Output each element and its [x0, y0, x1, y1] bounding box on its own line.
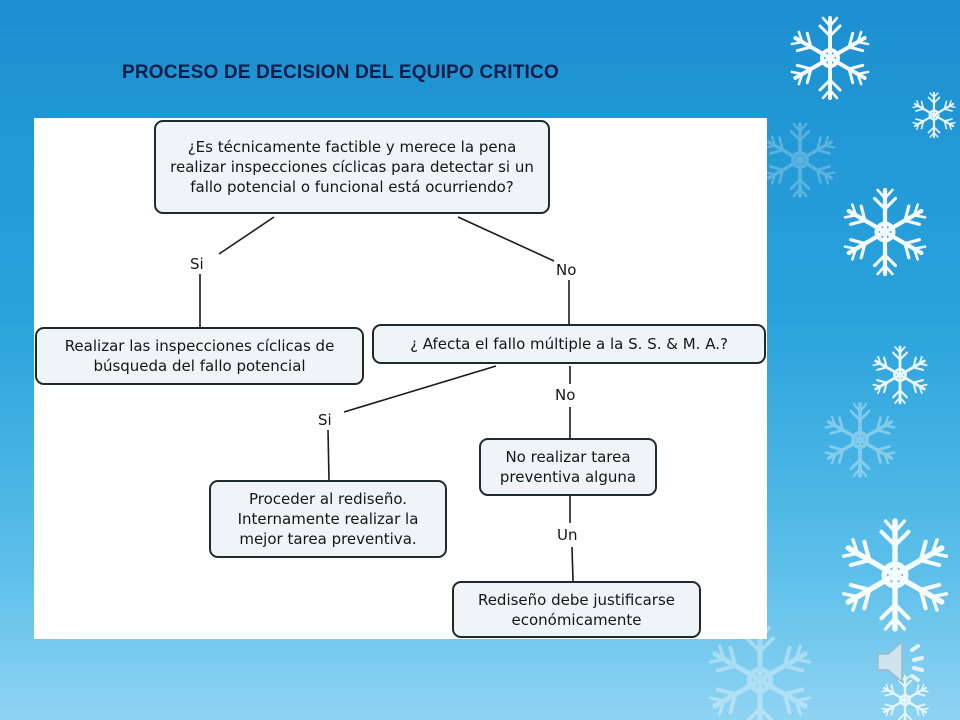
node-a4-text: Rediseño debe justificarse económicamente — [477, 590, 676, 629]
snowflake-icon — [824, 404, 895, 476]
edge-label-q2-no: No — [555, 386, 576, 404]
slide-title: PROCESO DE DECISION DEL EQUIPO CRITICO — [122, 62, 559, 83]
decision-diagram — [34, 118, 767, 639]
edge-label-q1-si: Si — [190, 255, 204, 273]
edge-label-a3-un: Un — [557, 526, 578, 544]
node-a1-text: Realizar las inspecciones cíclicas de búsqueda del fallo potencial — [64, 337, 335, 375]
node-a2-redesign — [209, 480, 447, 558]
snowflake-icon — [764, 124, 835, 196]
node-q1-text: ¿Es técnicamente factible y merece la pena realizar inspecciones cíclicas para detectar si un fallo potencial o funcional está ocurriendo? — [170, 138, 534, 196]
connector-q1-si — [219, 217, 274, 254]
snowflake-icon — [872, 347, 927, 403]
connector-un-a4 — [572, 547, 573, 581]
node-a3-no-preventive — [479, 438, 657, 496]
snowflake-icon — [790, 18, 869, 98]
node-q1-feasible-inspection — [154, 120, 550, 214]
node-a3-text: No realizar tarea preventiva alguna — [499, 448, 637, 486]
connector-q1-no — [458, 217, 554, 261]
connector-si-a2 — [328, 430, 329, 480]
snowflake-icon — [912, 93, 956, 137]
node-a4-justify-redesign — [452, 581, 701, 638]
connector-q2-si — [344, 366, 496, 412]
snowflake-icon — [841, 521, 948, 629]
node-q2-text: ¿ Afecta el fallo múltiple a la S. S. & M. A.? — [410, 335, 728, 353]
node-q2-multiple-failure — [372, 324, 766, 364]
node-a1-cyclic-inspections — [35, 327, 364, 385]
edge-label-q1-no: No — [556, 261, 577, 279]
edge-label-q2-si: Si — [318, 411, 332, 429]
snowflake-icon — [843, 190, 926, 274]
snowflake-icon — [708, 628, 811, 720]
node-a2-text: Proceder al rediseño. Internamente realizar la mejor tarea preventiva. — [237, 490, 419, 548]
speaker-icon[interactable] — [872, 630, 936, 694]
